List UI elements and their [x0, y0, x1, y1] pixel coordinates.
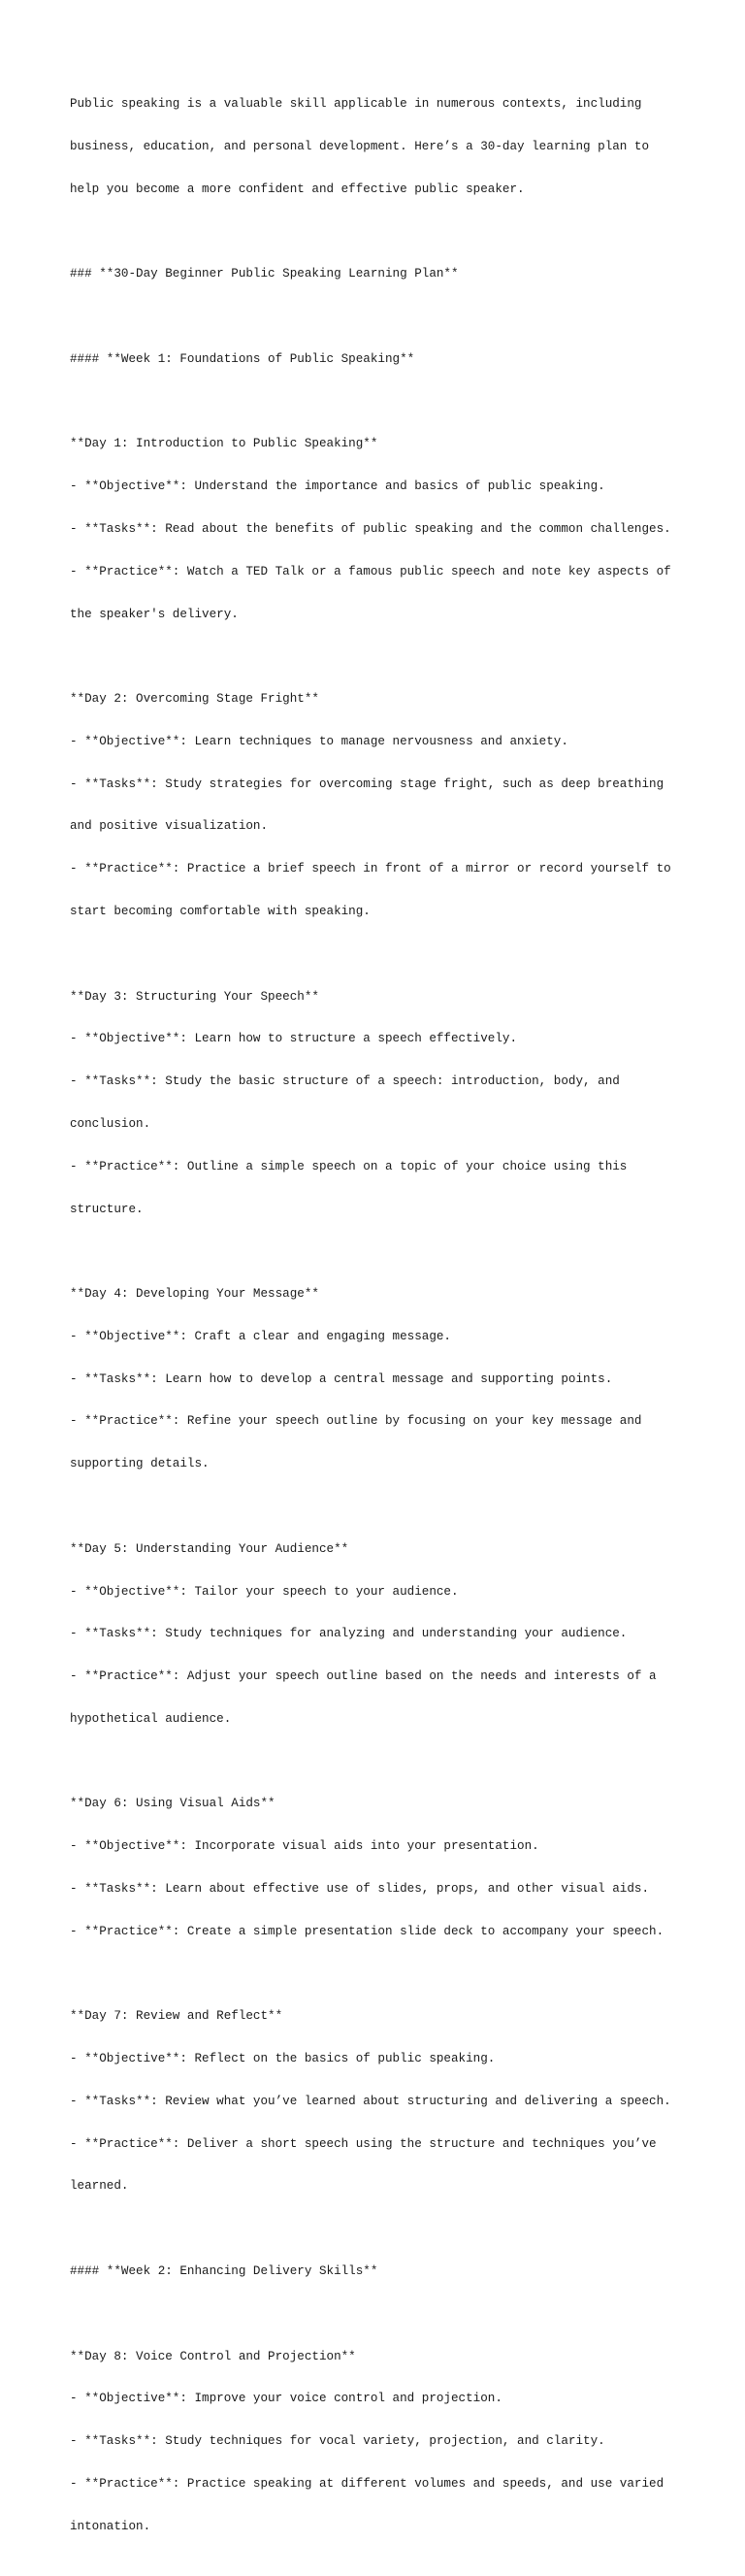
day-line: - **Objective**: Learn techniques to manage nervousness and anxiety.	[70, 734, 568, 748]
day-line: - **Objective**: Tailor your speech to your audience.	[70, 1584, 459, 1599]
day-line: conclusion.	[70, 1116, 151, 1131]
day-line: - **Objective**: Learn how to structure a speech effectively.	[70, 1032, 518, 1046]
day-line: - **Practice**: Refine your speech outline by focusing on your key message and	[70, 1414, 642, 1429]
day-line: - **Practice**: Practice speaking at different volumes and speeds, and use varied	[70, 2476, 664, 2491]
intro-line: business, education, and personal development. Here’s a 30-day learning plan to	[70, 139, 650, 153]
day-line: start becoming comfortable with speaking.	[70, 905, 371, 919]
plan-title-text: ### **30-Day Beginner Public Speaking Learning Plan**	[70, 267, 459, 281]
day-3-section	[70, 961, 691, 1244]
day-line: - **Objective**: Understand the importance and basics of public speaking.	[70, 479, 605, 494]
day-8-section	[70, 2321, 691, 2561]
day-line: - **Tasks**: Study the basic structure of a speech: introduction, body, and	[70, 1074, 620, 1089]
day-6-section	[70, 1768, 691, 1966]
week2-heading	[70, 2236, 691, 2307]
intro-line: Public speaking is a valuable skill applicable in numerous contexts, including	[70, 97, 642, 112]
day-line: **Day 5: Understanding Your Audience**	[70, 1541, 349, 1556]
day-line: - **Objective**: Incorporate visual aids into your presentation.	[70, 1839, 539, 1854]
day-line: **Day 2: Overcoming Stage Fright**	[70, 692, 319, 707]
day-line: - **Tasks**: Study techniques for analyzing and understanding your audience.	[70, 1627, 628, 1641]
day-line: intonation.	[70, 2519, 151, 2533]
day-line: - **Objective**: Improve your voice control and projection.	[70, 2392, 502, 2406]
intro-line: help you become a more confident and effective public speaker.	[70, 182, 525, 196]
day-line: **Day 8: Voice Control and Projection**	[70, 2349, 356, 2363]
day-line: **Day 4: Developing Your Message**	[70, 1287, 319, 1302]
document-page	[70, 69, 691, 2576]
day-line: the speaker's delivery.	[70, 607, 239, 621]
day-line: - **Practice**: Deliver a short speech using the structure and techniques you’ve	[70, 2136, 657, 2151]
day-7-section	[70, 1981, 691, 2222]
day-line: - **Tasks**: Review what you’ve learned about structuring and delivering a speech.	[70, 2094, 671, 2108]
week1-heading-text: #### **Week 1: Foundations of Public Speaking**	[70, 351, 415, 366]
day-4-section	[70, 1259, 691, 1500]
day-line: - **Practice**: Adjust your speech outline based on the needs and interests of a	[70, 1669, 657, 1684]
day-line: **Day 1: Introduction to Public Speaking**	[70, 437, 378, 451]
plan-title	[70, 239, 691, 310]
day-line: **Day 7: Review and Reflect**	[70, 2009, 283, 2024]
day-line: and positive visualization.	[70, 819, 269, 834]
intro-paragraph	[70, 69, 691, 225]
day-line: - **Objective**: Reflect on the basics of public speaking.	[70, 2052, 496, 2066]
day-line: - **Practice**: Watch a TED Talk or a famous public speech and note key aspects of	[70, 564, 671, 578]
day-line: **Day 3: Structuring Your Speech**	[70, 989, 319, 1004]
day-2-section	[70, 664, 691, 947]
day-line: structure.	[70, 1202, 144, 1216]
day-line: - **Tasks**: Learn how to develop a central message and supporting points.	[70, 1371, 613, 1386]
day-line: - **Practice**: Outline a simple speech on a topic of your choice using this	[70, 1159, 628, 1173]
day-line: - **Tasks**: Study techniques for vocal variety, projection, and clarity.	[70, 2434, 605, 2449]
week2-heading-text: #### **Week 2: Enhancing Delivery Skills**	[70, 2264, 378, 2279]
day-line: **Day 6: Using Visual Aids**	[70, 1797, 275, 1811]
day-line: - **Tasks**: Read about the benefits of public speaking and the common challenges.	[70, 522, 671, 536]
day-line: - **Practice**: Practice a brief speech in front of a mirror or record yourself to	[70, 862, 671, 876]
day-line: - **Tasks**: Study strategies for overcoming stage fright, such as deep breathing	[70, 776, 664, 791]
week1-heading	[70, 324, 691, 395]
day-line: - **Objective**: Craft a clear and engaging message.	[70, 1329, 451, 1343]
day-line: supporting details.	[70, 1457, 210, 1471]
day-line: - **Tasks**: Learn about effective use of slides, props, and other visual aids.	[70, 1882, 650, 1896]
day-line: learned.	[70, 2179, 129, 2194]
day-line: hypothetical audience.	[70, 1711, 232, 1726]
day-line: - **Practice**: Create a simple presentation slide deck to accompany your speech.	[70, 1924, 664, 1938]
day-1-section	[70, 409, 691, 649]
day-5-section	[70, 1514, 691, 1755]
